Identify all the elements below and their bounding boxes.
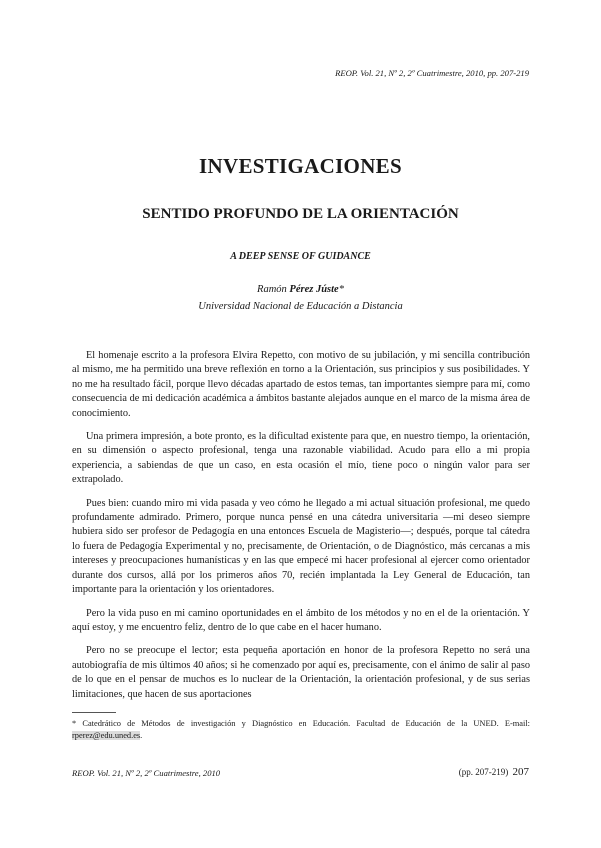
footnote-text: * Catedrático de Métodos de investigación y Diagnóstico en Educación. Facultad de Educación de la UNED. E-mail:	[72, 719, 530, 728]
footnote	[72, 718, 530, 743]
footer-page-range: (pp. 207-219)	[458, 767, 509, 777]
paper-subtitle: A DEEP SENSE OF GUIDANCE	[230, 251, 371, 262]
body-paragraph: El homenaje escrito a la profesora Elvira Repetto, con motivo de su jubilación, y mi sencilla contribución al mismo, me ha permitido una breve reflexión en torno a la Orientación, sus principios y sus posibilidades. Y no me ha resultado fácil, porque llevo décadas apartado de estos temas, tan importantes siempre para mí, como consecuencia de mi dedicación académica a ámbitos bastante alejados aunque en el marco de la misma área de conocimiento.	[72, 350, 530, 419]
page-number: 207	[512, 766, 529, 778]
author-affiliation: Universidad Nacional de Educación a Distancia	[198, 301, 403, 312]
running-header: REOP. Vol. 21, Nº 2, 2º Cuatrimestre, 2010, pp. 207-219	[335, 68, 529, 78]
paper-title: SENTIDO PROFUNDO DE LA ORIENTACIÓN	[142, 206, 459, 222]
footnote-end: .	[140, 731, 143, 741]
footer-page-info	[459, 766, 529, 778]
article-body	[72, 349, 530, 711]
footnote-divider	[72, 712, 116, 713]
author-family-name: Pérez Júste	[289, 284, 339, 295]
body-paragraph: Pero la vida puso en mi camino oportunidades en el ámbito de los métodos y no en el de la orientación. Y aquí estoy, y me encuentro feliz, dentro de lo que cabe en el hacer humano.	[72, 607, 530, 633]
footer-journal: REOP. Vol. 21, Nº 2, 2º Cuatrimestre, 2010	[72, 768, 221, 778]
author-email-link[interactable]: rperez@edu.uned.es	[72, 731, 141, 741]
body-paragraph: Pues bien: cuando miro mi vida pasada y veo cómo he llegado a mi actual situación profesional, me quedo profundamente admirado. Primero, porque nunca pensé en una cátedra universitaria —mi deseo siempre hubiera sido ser profesor de Pedagogía en una entonces Escuela de Magisterio—; después, porque tal cátedra lo fuera de Pedagogía Experimental y no, precisamente, de Orientación, o de Diagnóstico, más cercanas a mis intereses y preocupaciones humanísticas y en las que empecé mi hacer profesional al ejercer como orientador durante dos cursos, allá por los primeros años 70, recién implantada la Ley General de Educación, tan importante para la orientación y los orientadores.	[72, 497, 530, 596]
author-given-name: Ramón	[257, 284, 290, 295]
body-paragraph: Una primera impresión, a bote pronto, es la dificultad existente para que, en nuestro tiempo, la orientación, en su dimensión o aspecto profesional, tenga una razonable viabilidad. Acudo para ello a mi propia experiencia, a sabiendas de que un caso, en esta ocasión el mío, tiene poco o ningún valor para ser extrapolado.	[72, 431, 530, 486]
author-footnote-mark: *	[338, 284, 344, 295]
body-paragraph: Pero no se preocupe el lector; esta pequeña aportación en honor de la profesora Repetto no será una autobiografía de mis últimos 40 años; si he comenzado por aquí es, precisamente, con el ánimo de salir al paso de lo que en el pensar de muchos es lo nuclear de la Orientación, la orientación profesional, y de sus serias limitaciones, que hacen de sus aportaciones	[72, 645, 530, 700]
author-line	[0, 284, 601, 295]
section-title: INVESTIGACIONES	[199, 154, 402, 178]
